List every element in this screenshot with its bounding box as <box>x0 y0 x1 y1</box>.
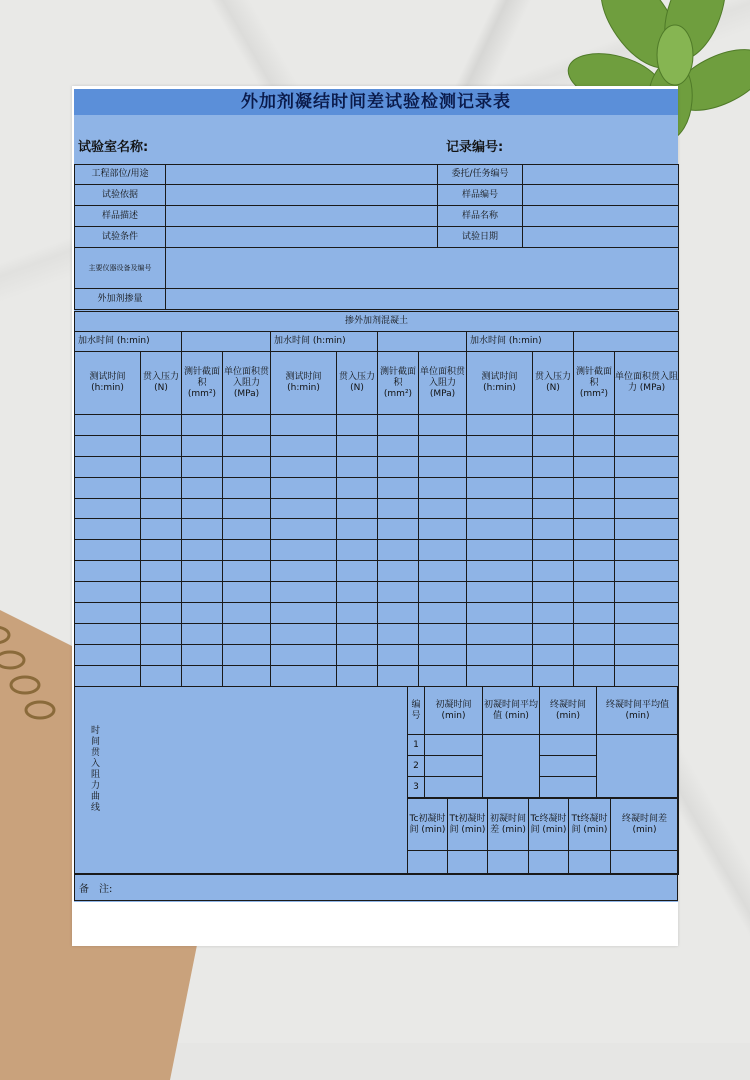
final-time-2[interactable] <box>540 756 597 777</box>
data-cell[interactable] <box>141 644 182 665</box>
data-cell[interactable] <box>182 435 223 456</box>
data-cell[interactable] <box>574 540 615 561</box>
data-cell[interactable] <box>419 603 467 624</box>
initial-time-1[interactable] <box>425 735 483 756</box>
data-cell[interactable] <box>615 603 679 624</box>
data-cell[interactable] <box>337 456 378 477</box>
data-cell[interactable] <box>378 623 419 644</box>
data-cell[interactable] <box>223 519 271 540</box>
data-cell[interactable] <box>271 477 337 498</box>
data-cell[interactable] <box>75 665 141 686</box>
data-cell[interactable] <box>467 582 533 603</box>
table-row <box>75 561 679 582</box>
data-cell[interactable] <box>533 519 574 540</box>
col-pressure-3: 贯入压力 (N) <box>533 352 574 415</box>
data-cell[interactable] <box>337 623 378 644</box>
table-row <box>75 519 679 540</box>
data-cell[interactable] <box>378 498 419 519</box>
remark-row[interactable] <box>74 874 678 901</box>
data-cell[interactable] <box>182 415 223 436</box>
col-resistance-3: 单位面积贯入阻力 (MPa) <box>615 352 679 415</box>
data-cell[interactable] <box>533 540 574 561</box>
data-cell[interactable] <box>533 623 574 644</box>
data-cell[interactable] <box>223 540 271 561</box>
sample-desc-label: 样品描述 <box>75 206 166 227</box>
data-cell[interactable] <box>378 435 419 456</box>
dosage-field[interactable] <box>166 289 679 310</box>
col-test-time-1: 测试时间 (h:min) <box>75 352 141 415</box>
data-cell[interactable] <box>337 644 378 665</box>
data-cell[interactable] <box>574 498 615 519</box>
instruments-label: 主要仪器设备及编号 <box>75 248 166 289</box>
data-cell[interactable] <box>75 540 141 561</box>
tt-initial-header: Tt初凝时间 (min) <box>448 799 488 851</box>
data-cell[interactable] <box>75 561 141 582</box>
data-cell[interactable] <box>75 498 141 519</box>
data-cell[interactable] <box>141 435 182 456</box>
data-cell[interactable] <box>337 498 378 519</box>
data-cell[interactable] <box>182 665 223 686</box>
data-cell[interactable] <box>419 498 467 519</box>
data-cell[interactable] <box>182 561 223 582</box>
initial-time-2[interactable] <box>425 756 483 777</box>
data-cell[interactable] <box>615 540 679 561</box>
data-cell[interactable] <box>419 540 467 561</box>
data-cell[interactable] <box>141 561 182 582</box>
data-cell[interactable] <box>467 435 533 456</box>
result-row-no-2: 2 <box>408 756 425 777</box>
sample-no-label: 样品编号 <box>438 185 523 206</box>
data-cell[interactable] <box>271 519 337 540</box>
data-cell[interactable] <box>378 603 419 624</box>
data-cell[interactable] <box>182 603 223 624</box>
data-cell[interactable] <box>141 540 182 561</box>
data-cell[interactable] <box>467 498 533 519</box>
data-cell[interactable] <box>574 665 615 686</box>
data-cell[interactable] <box>467 415 533 436</box>
col-test-time-3: 测试时间 (h:min) <box>467 352 533 415</box>
curve-label: 时间贯入阻力曲线 <box>89 725 99 813</box>
data-cell[interactable] <box>467 477 533 498</box>
table-row <box>75 456 679 477</box>
result-row-no-1: 1 <box>408 735 425 756</box>
initial-diff-field[interactable] <box>488 851 529 875</box>
water-time-field-1[interactable] <box>182 332 271 352</box>
tc-initial-header: Tc初凝时间 (min) <box>408 799 448 851</box>
data-cell[interactable] <box>615 435 679 456</box>
data-cell[interactable] <box>337 665 378 686</box>
water-time-label-1: 加水时间 (h:min) <box>75 332 182 352</box>
data-cell[interactable] <box>574 519 615 540</box>
water-time-label-3: 加水时间 (h:min) <box>467 332 574 352</box>
col-resistance-1: 单位面积贯入阻力 (MPa) <box>223 352 271 415</box>
data-cell[interactable] <box>182 540 223 561</box>
data-cell[interactable] <box>271 498 337 519</box>
test-date-field[interactable] <box>523 227 679 248</box>
data-cell[interactable] <box>182 519 223 540</box>
data-cell[interactable] <box>141 415 182 436</box>
data-cell[interactable] <box>223 644 271 665</box>
data-cell[interactable] <box>337 561 378 582</box>
data-cell[interactable] <box>574 477 615 498</box>
water-time-field-3[interactable] <box>574 332 679 352</box>
tc-final-header: Tc终凝时间 (min) <box>529 799 569 851</box>
data-cell[interactable] <box>271 582 337 603</box>
data-cell[interactable] <box>467 456 533 477</box>
data-cell[interactable] <box>533 665 574 686</box>
table-row <box>75 623 679 644</box>
table-row <box>75 644 679 665</box>
data-cell[interactable] <box>141 582 182 603</box>
data-cell[interactable] <box>615 415 679 436</box>
result-row-no-3: 3 <box>408 777 425 798</box>
data-cell[interactable] <box>75 456 141 477</box>
data-cell[interactable] <box>271 644 337 665</box>
data-cell[interactable] <box>378 477 419 498</box>
data-cell[interactable] <box>271 603 337 624</box>
data-cell[interactable] <box>615 498 679 519</box>
result-no-header: 编号 <box>408 687 425 735</box>
data-cell[interactable] <box>182 644 223 665</box>
result-table <box>407 686 679 798</box>
lab-name-label: 试验室名称: <box>78 140 149 155</box>
data-cell[interactable] <box>223 665 271 686</box>
data-cell[interactable] <box>271 623 337 644</box>
diff-table <box>407 798 679 875</box>
data-cell[interactable] <box>378 456 419 477</box>
data-cell[interactable] <box>533 435 574 456</box>
data-cell[interactable] <box>75 582 141 603</box>
data-cell[interactable] <box>75 623 141 644</box>
data-cell[interactable] <box>223 456 271 477</box>
data-cell[interactable] <box>467 665 533 686</box>
data-cell[interactable] <box>182 477 223 498</box>
data-cell[interactable] <box>574 456 615 477</box>
data-cell[interactable] <box>419 477 467 498</box>
data-cell[interactable] <box>574 603 615 624</box>
table-row <box>75 477 679 498</box>
sample-name-label: 样品名称 <box>438 206 523 227</box>
col-test-time-2: 测试时间 (h:min) <box>271 352 337 415</box>
data-cell[interactable] <box>533 582 574 603</box>
initial-diff-header: 初凝时间差 (min) <box>488 799 529 851</box>
project-part-label: 工程部位/用途 <box>75 165 166 185</box>
data-cell[interactable] <box>271 561 337 582</box>
data-cell[interactable] <box>615 456 679 477</box>
data-cell[interactable] <box>419 623 467 644</box>
data-cell[interactable] <box>271 415 337 436</box>
data-cell[interactable] <box>533 644 574 665</box>
data-cell[interactable] <box>141 456 182 477</box>
data-cell[interactable] <box>182 456 223 477</box>
test-date-label: 试验日期 <box>438 227 523 248</box>
data-cell[interactable] <box>574 582 615 603</box>
data-cell[interactable] <box>337 603 378 624</box>
final-time-3[interactable] <box>540 777 597 798</box>
data-cell[interactable] <box>419 561 467 582</box>
data-cell[interactable] <box>378 644 419 665</box>
section-title: 掺外加剂混凝土 <box>75 312 679 332</box>
col-area-3: 测针截面积 (mm²) <box>574 352 615 415</box>
data-cell[interactable] <box>533 498 574 519</box>
commission-no-label: 委托/任务编号 <box>438 165 523 185</box>
data-cell[interactable] <box>533 456 574 477</box>
data-cell[interactable] <box>75 603 141 624</box>
tt-initial-field[interactable] <box>448 851 488 875</box>
data-cell[interactable] <box>378 540 419 561</box>
data-cell[interactable] <box>75 644 141 665</box>
data-cell[interactable] <box>419 415 467 436</box>
initial-avg-header: 初凝时间平均值 (min) <box>483 687 540 735</box>
data-cell[interactable] <box>378 415 419 436</box>
table-row <box>75 435 679 456</box>
data-cell[interactable] <box>337 477 378 498</box>
data-cell[interactable] <box>223 603 271 624</box>
data-cell[interactable] <box>533 477 574 498</box>
data-cell[interactable] <box>615 644 679 665</box>
data-cell[interactable] <box>223 415 271 436</box>
data-cell[interactable] <box>223 561 271 582</box>
data-cell[interactable] <box>337 415 378 436</box>
data-cell[interactable] <box>533 603 574 624</box>
data-cell[interactable] <box>223 477 271 498</box>
initial-time-header: 初凝时间 (min) <box>425 687 483 735</box>
data-cell[interactable] <box>75 477 141 498</box>
tc-final-field[interactable] <box>529 851 569 875</box>
data-cell[interactable] <box>271 456 337 477</box>
data-cell[interactable] <box>75 519 141 540</box>
initial-time-3[interactable] <box>425 777 483 798</box>
page-title: 外加剂凝结时间差试验检测记录表 <box>74 89 678 115</box>
col-pressure-1: 贯入压力 (N) <box>141 352 182 415</box>
data-cell[interactable] <box>467 603 533 624</box>
tt-final-header: Tt终凝时间 (min) <box>569 799 611 851</box>
instruments-field[interactable] <box>166 248 679 289</box>
data-cell[interactable] <box>419 519 467 540</box>
test-condition-field[interactable] <box>166 227 438 248</box>
table-row <box>75 540 679 561</box>
col-pressure-2: 贯入压力 (N) <box>337 352 378 415</box>
initial-avg-field[interactable] <box>483 735 540 798</box>
data-cell[interactable] <box>141 623 182 644</box>
data-cell[interactable] <box>533 561 574 582</box>
table-row <box>75 498 679 519</box>
sample-name-field[interactable] <box>523 206 679 227</box>
data-cell[interactable] <box>378 561 419 582</box>
data-cell[interactable] <box>271 435 337 456</box>
test-basis-field[interactable] <box>166 185 438 206</box>
table-row <box>75 415 679 436</box>
data-cell[interactable] <box>467 519 533 540</box>
final-avg-header: 终凝时间平均值 (min) <box>597 687 679 735</box>
curve-plot-area[interactable] <box>76 688 406 872</box>
final-diff-field[interactable] <box>611 851 679 875</box>
record-no-label: 记录编号: <box>446 140 504 155</box>
data-cell[interactable] <box>223 623 271 644</box>
info-table <box>74 164 679 310</box>
data-cell[interactable] <box>615 561 679 582</box>
final-diff-header: 终凝时间差 (min) <box>611 799 679 851</box>
data-cell[interactable] <box>574 623 615 644</box>
col-area-2: 测针截面积 (mm²) <box>378 352 419 415</box>
data-cell[interactable] <box>141 519 182 540</box>
col-area-1: 测针截面积 (mm²) <box>182 352 223 415</box>
commission-no-field[interactable] <box>523 165 679 185</box>
project-part-field[interactable] <box>166 165 438 185</box>
data-cell[interactable] <box>378 582 419 603</box>
data-cell[interactable] <box>223 435 271 456</box>
data-cell[interactable] <box>615 519 679 540</box>
data-cell[interactable] <box>533 415 574 436</box>
final-time-header: 终凝时间 (min) <box>540 687 597 735</box>
data-cell[interactable] <box>378 519 419 540</box>
data-cell[interactable] <box>419 665 467 686</box>
measurement-table <box>74 311 679 687</box>
table-row <box>75 603 679 624</box>
data-cell[interactable] <box>419 435 467 456</box>
data-cell[interactable] <box>615 623 679 644</box>
data-cell[interactable] <box>574 561 615 582</box>
data-cell[interactable] <box>378 665 419 686</box>
table-row <box>75 665 679 686</box>
water-time-field-2[interactable] <box>378 332 467 352</box>
data-cell[interactable] <box>337 519 378 540</box>
data-cell[interactable] <box>75 435 141 456</box>
data-cell[interactable] <box>574 644 615 665</box>
data-cell[interactable] <box>141 498 182 519</box>
data-cell[interactable] <box>271 665 337 686</box>
tc-initial-field[interactable] <box>408 851 448 875</box>
data-cell[interactable] <box>467 540 533 561</box>
data-cell[interactable] <box>574 415 615 436</box>
tt-final-field[interactable] <box>569 851 611 875</box>
data-cell[interactable] <box>467 623 533 644</box>
data-cell[interactable] <box>467 644 533 665</box>
data-cell[interactable] <box>467 561 533 582</box>
data-cell[interactable] <box>574 435 615 456</box>
test-basis-label: 试验依据 <box>75 185 166 206</box>
final-avg-field[interactable] <box>597 735 679 798</box>
data-cell[interactable] <box>141 665 182 686</box>
data-cell[interactable] <box>223 498 271 519</box>
table-row <box>75 582 679 603</box>
final-time-1[interactable] <box>540 735 597 756</box>
col-resistance-2: 单位面积贯入阻力 (MPa) <box>419 352 467 415</box>
data-cell[interactable] <box>223 582 271 603</box>
data-cell[interactable] <box>337 435 378 456</box>
data-cell[interactable] <box>182 498 223 519</box>
data-cell[interactable] <box>337 540 378 561</box>
data-cell[interactable] <box>141 477 182 498</box>
data-cell[interactable] <box>419 644 467 665</box>
sample-desc-field[interactable] <box>166 206 438 227</box>
remark-label: 备 注: <box>79 884 113 895</box>
test-condition-label: 试验条件 <box>75 227 166 248</box>
data-cell[interactable] <box>615 582 679 603</box>
data-cell[interactable] <box>75 415 141 436</box>
sample-no-field[interactable] <box>523 185 679 206</box>
data-cell[interactable] <box>271 540 337 561</box>
data-cell[interactable] <box>615 477 679 498</box>
data-cell[interactable] <box>182 582 223 603</box>
water-time-label-2: 加水时间 (h:min) <box>271 332 378 352</box>
data-cell[interactable] <box>615 665 679 686</box>
data-cell[interactable] <box>419 582 467 603</box>
data-cell[interactable] <box>337 582 378 603</box>
data-cell[interactable] <box>141 603 182 624</box>
data-cell[interactable] <box>419 456 467 477</box>
dosage-label: 外加剂掺量 <box>75 289 166 310</box>
data-cell[interactable] <box>182 623 223 644</box>
